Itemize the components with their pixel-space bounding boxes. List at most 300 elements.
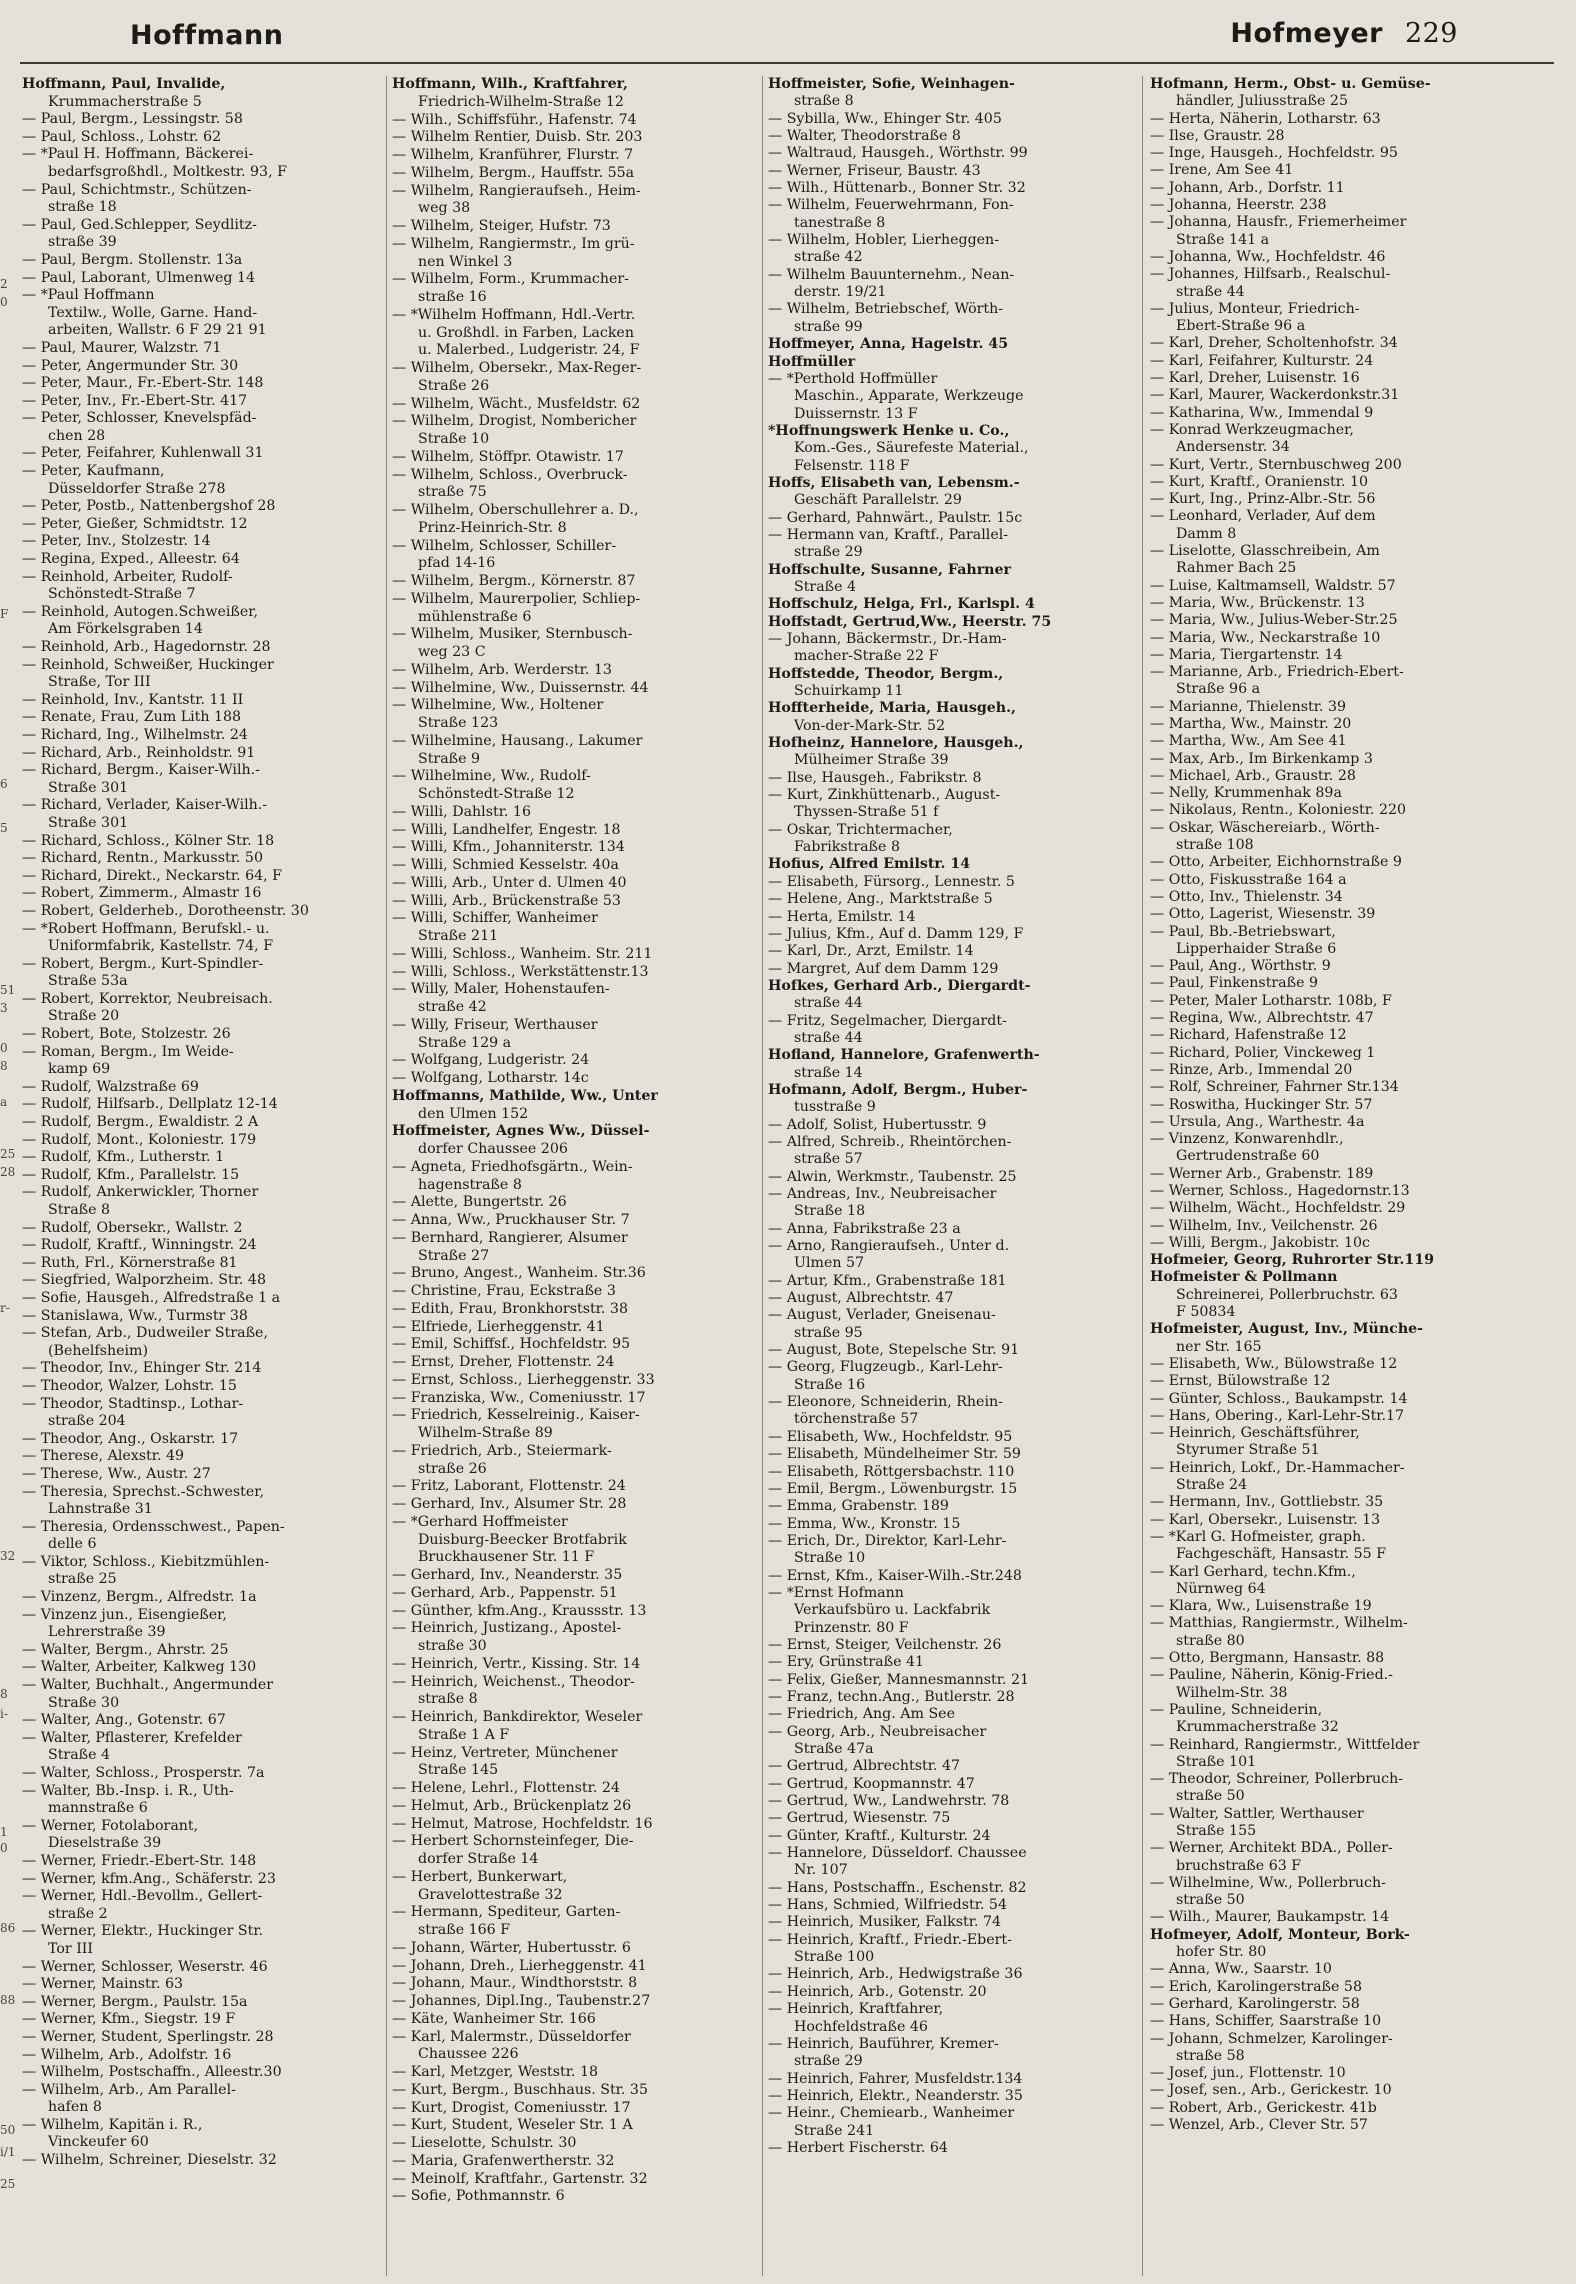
directory-entry-line: hagenstraße 8: [418, 1176, 522, 1193]
directory-entry-line: — Wilhelm, Form., Krummacher-: [392, 271, 629, 288]
directory-entry-line: Hoffmanns, Mathilde, Ww., Unter: [392, 1087, 658, 1104]
directory-entry-line: Hoffmeister, Sofie, Weinhagen-: [768, 76, 1015, 92]
directory-entry-line: — Maria, Grafenwertherstr. 32: [392, 2152, 615, 2169]
directory-entry-line: u. Großhdl. in Farben, Lacken: [418, 324, 634, 341]
directory-entry-line: — Pauline, Näherin, König-Fried.-: [1150, 1667, 1393, 1684]
directory-entry-line: — Edith, Frau, Bronkhorststr. 38: [392, 1300, 628, 1317]
directory-entry-line: straße 44: [794, 1029, 863, 1046]
directory-entry-line: — Karl, Metzger, Weststr. 18: [392, 2064, 598, 2080]
directory-entry-line: — Robert, Bergm., Kurt-Spindler-: [22, 955, 264, 972]
directory-entry-line: — Heinrich, Arb., Gotenstr. 20: [768, 1983, 987, 2000]
directory-entry-line: — Georg, Flugzeugb., Karl-Lehr-: [768, 1359, 1003, 1376]
directory-entry-line: — Felix, Gießer, Mannesmannstr. 21: [768, 1671, 1030, 1688]
directory-entry-line: — Erich, Dr., Direktor, Karl-Lehr-: [768, 1532, 1007, 1549]
directory-entry-line: — Wilhelmine, Ww., Duissernstr. 44: [392, 679, 649, 696]
directory-entry-line: Straße 8: [48, 1202, 111, 1218]
directory-entry-line: — Käte, Wanheimer Str. 166: [392, 2010, 596, 2027]
directory-column-3: [768, 76, 1138, 2276]
directory-entry-line: — Richard, Verlader, Kaiser-Wilh.-: [22, 797, 268, 814]
directory-entry-line: — Vinzenz, Bergm., Alfredstr. 1a: [22, 1589, 257, 1606]
directory-entry-line: — Werner, Elektr., Huckinger Str.: [22, 1923, 264, 1940]
directory-entry-line: Straße 4: [48, 1747, 111, 1764]
directory-entry-line: — Werner, Architekt BDA., Poller-: [1150, 1840, 1393, 1857]
directory-entry-line: Nürnweg 64: [1176, 1580, 1266, 1597]
directory-entry-line: — Therese, Ww., Austr. 27: [22, 1465, 211, 1482]
directory-entry-line: — Werner, Schloss., Hagedornstr.13: [1150, 1183, 1410, 1199]
directory-entry-line: — Hans, Schiffer, Saarstraße 10: [1150, 2013, 1382, 2030]
directory-entry-line: — August, Bote, Stepelsche Str. 91: [768, 1342, 1020, 1359]
directory-entry-line: — Werner, Fotolaborant,: [22, 1817, 199, 1834]
directory-entry-line: — Kurt, Student, Weseler Str. 1 A: [392, 2117, 633, 2134]
directory-entry-line: — Karl, Feifahrer, Kulturstr. 24: [1150, 352, 1374, 369]
directory-entry-line: — Arno, Rangieraufseh., Unter d.: [768, 1238, 1010, 1255]
directory-entry-line: — Elisabeth, Ww., Bülowstraße 12: [1150, 1355, 1398, 1372]
directory-entry-line: u. Malerbed., Ludgeristr. 24, F: [418, 342, 640, 359]
directory-entry-line: — Paul, Laborant, Ulmenweg 14: [22, 269, 256, 286]
directory-entry-line: — Reinhold, Arbeiter, Rudolf-: [22, 568, 233, 585]
directory-entry-line: — Otto, Fiskusstraße 164 a: [1150, 871, 1347, 888]
directory-entry-line: — Karl, Dreher, Scholtenhofstr. 34: [1150, 335, 1398, 352]
directory-entry-line: straße 42: [794, 249, 863, 266]
directory-entry-line: — Otto, Lagerist, Wiesenstr. 39: [1150, 906, 1376, 923]
directory-entry-line: — Eleonore, Schneiderin, Rhein-: [768, 1394, 1003, 1411]
header-rule: [20, 62, 1554, 64]
directory-entry-line: — Walter, Schloss., Prosperstr. 7a: [22, 1765, 265, 1781]
directory-entry-line: Straße 27: [418, 1247, 490, 1264]
directory-entry-line: Hoffmeyer, Anna, Hagelstr. 45: [768, 336, 1009, 353]
directory-entry-line: — Wilhelm, Bergm., Hauffstr. 55a: [392, 164, 635, 181]
directory-entry-line: *Hoffnungswerk Henke u. Co.,: [768, 422, 1010, 439]
directory-entry-line: — Emil, Bergm., Löwenburgstr. 15: [768, 1480, 1018, 1497]
directory-entry-line: — Friedrich, Ang. Am See: [768, 1706, 955, 1723]
directory-entry-line: — Wilhelm, Stöffpr. Otawistr. 17: [392, 448, 624, 465]
directory-entry-line: — Wilhelm, Drogist, Nombericher: [392, 413, 637, 430]
directory-entry-line: Straße 10: [794, 1550, 866, 1567]
directory-entry-line: — Heinrich, Elektr., Neanderstr. 35: [768, 2087, 1023, 2104]
directory-entry-line: — Heinrich, Musiker, Falkstr. 74: [768, 1914, 1002, 1931]
directory-entry-line: tusstraße 9: [794, 1099, 876, 1116]
directory-entry-line: — Ernst, Bülowstraße 12: [1150, 1373, 1331, 1390]
directory-entry-line: — Wilhelm Rentier, Duisb. Str. 203: [392, 129, 643, 146]
directory-entry-line: — Oskar, Trichtermacher,: [768, 821, 953, 838]
margin-fragment: 0: [0, 295, 8, 309]
directory-entry-line: — Hermann, Spediteur, Garten-: [392, 1904, 621, 1921]
directory-entry-line: Friedrich-Wilhelm-Straße 12: [418, 93, 624, 110]
directory-entry-line: — Werner, Student, Sperlingstr. 28: [22, 2028, 274, 2045]
directory-entry-line: — Elisabeth, Fürsorg., Lennestr. 5: [768, 873, 1015, 890]
directory-entry-line: — Theodor, Walzer, Lohstr. 15: [22, 1377, 237, 1394]
directory-entry-line: — Elisabeth, Röttgersbachstr. 110: [768, 1463, 1015, 1480]
directory-entry-line: Hofmann, Herm., Obst- u. Gemüse-: [1150, 76, 1431, 92]
directory-entry-line: Straße 129 a: [418, 1034, 512, 1051]
directory-entry-line: Straße 10: [418, 431, 490, 447]
directory-entry-line: Von-der-Mark-Str. 52: [794, 717, 946, 734]
directory-entry-line: — Gerhard, Inv., Alsumer Str. 28: [392, 1496, 627, 1512]
directory-entry-line: Hoffterheide, Maria, Hausgeh.,: [768, 700, 1016, 717]
directory-entry-line: Hofmeier, Georg, Ruhrorter Str.119: [1150, 1252, 1434, 1269]
directory-entry-line: — Heinrich, Vertr., Kissing. Str. 14: [392, 1655, 641, 1672]
directory-entry-line: Hoffschulz, Helga, Frl., Karlspl. 4: [768, 596, 1035, 613]
directory-entry-line: — Herbert Schornsteinfeger, Die-: [392, 1833, 634, 1850]
directory-entry-line: straße 57: [794, 1151, 863, 1168]
directory-entry-line: — Christine, Frau, Eckstraße 3: [392, 1283, 616, 1299]
directory-entry-line: — Paul, Finkenstraße 9: [1150, 975, 1319, 992]
directory-entry-line: Straße 24: [1176, 1477, 1248, 1494]
directory-entry-line: — Wilhelm, Rangiermstr., Im grü-: [392, 235, 635, 252]
running-head-right: [1230, 18, 1458, 49]
directory-entry-line: straße 108: [1176, 837, 1254, 854]
directory-entry-line: delle 6: [48, 1536, 97, 1553]
margin-fragment: 50: [0, 2123, 16, 2137]
directory-entry-line: Lahnstraße 31: [48, 1501, 153, 1518]
directory-entry-line: — Walter, Bergm., Ahrstr. 25: [22, 1641, 229, 1658]
margin-fragment: 0: [0, 1841, 8, 1855]
left-margin-fragments: [0, 76, 16, 2276]
directory-entry-line: — Rudolf, Ankerwickler, Thorner: [22, 1184, 259, 1201]
directory-entry-line: — Nikolaus, Rentn., Koloniestr. 220: [1150, 802, 1407, 819]
directory-entry-line: F 50834: [1176, 1304, 1236, 1321]
directory-entry-line: — Paul, Schloss., Lohstr. 62: [22, 128, 222, 145]
margin-fragment: 28: [0, 1165, 16, 1179]
directory-entry-line: Hoffmüller: [768, 353, 856, 370]
directory-entry-line: — Erich, Karolingerstraße 58: [1150, 1978, 1362, 1995]
directory-entry-line: — Wilhelm, Musiker, Sternbusch-: [392, 626, 633, 643]
directory-entry-line: Hoffschulte, Susanne, Fahrner: [768, 561, 1011, 578]
directory-entry-line: — Elisabeth, Mündelheimer Str. 59: [768, 1446, 1021, 1463]
margin-fragment: i-: [0, 1707, 8, 1721]
directory-entry-line: Vinckeufer 60: [48, 2134, 149, 2151]
directory-entry-line: — Max, Arb., Im Birkenkamp 3: [1150, 750, 1373, 767]
directory-entry-line: — Rudolf, Walzstraße 69: [22, 1078, 199, 1095]
directory-entry-line: — Friedrich, Arb., Steiermark-: [392, 1442, 612, 1459]
directory-entry-line: — Heinz, Vertreter, Münchener: [392, 1744, 618, 1761]
directory-entry-line: chen 28: [48, 427, 106, 444]
directory-entry-line: — Konrad Werkzeugmacher,: [1150, 421, 1354, 438]
directory-entry-line: — Adolf, Solist, Hubertusstr. 9: [768, 1116, 987, 1133]
directory-entry-line: — Walter, Buchhalt., Angermunder: [22, 1677, 274, 1694]
directory-entry-line: — Robert, Korrektor, Neubreisach.: [22, 990, 273, 1007]
directory-entry-line: — Werner, Bergm., Paulstr. 15a: [22, 1993, 248, 2010]
directory-entry-line: — Wilhelm, Wächt., Musfeldstr. 62: [392, 395, 641, 412]
directory-entry-line: — Walter, Theodorstraße 8: [768, 128, 961, 145]
directory-entry-line: törchenstraße 57: [794, 1411, 919, 1428]
directory-entry-line: bedarfsgroßhdl., Moltkestr. 93, F: [48, 163, 287, 180]
directory-entry-line: — Vinzenz jun., Eisengießer,: [22, 1606, 227, 1623]
directory-entry-line: — Peter, Angermunder Str. 30: [22, 357, 239, 374]
directory-entry-line: — Therese, Alexstr. 49: [22, 1448, 185, 1465]
directory-entry-line: Duissernstr. 13 F: [794, 405, 918, 422]
directory-entry-line: — Hans, Obering., Karl-Lehr-Str.17: [1150, 1407, 1405, 1424]
directory-entry-line: — Nelly, Krummenhak 89a: [1150, 785, 1342, 802]
directory-entry-line: — Richard, Schloss., Kölner Str. 18: [22, 832, 275, 849]
directory-entry-line: — Reinhold, Arb., Hagedornstr. 28: [22, 639, 271, 655]
directory-entry-line: — Peter, Kaufmann,: [22, 463, 165, 480]
directory-entry-line: — Rudolf, Obersekr., Wallstr. 2: [22, 1219, 243, 1236]
directory-entry-line: macher-Straße 22 F: [794, 648, 939, 665]
directory-entry-line: Straße 1 A F: [418, 1726, 510, 1743]
directory-entry-line: — Inge, Hausgeh., Hochfeldstr. 95: [1150, 145, 1398, 162]
directory-entry-line: — Georg, Arb., Neubreisacher: [768, 1723, 987, 1740]
margin-fragment: i/1: [0, 2145, 16, 2159]
directory-entry-line: — Elfriede, Lierheggenstr. 41: [392, 1318, 605, 1335]
directory-entry-line: — August, Albrechtstr. 47: [768, 1290, 954, 1307]
directory-entry-line: mannstraße 6: [48, 1800, 148, 1817]
directory-entry-line: — *Ernst Hofmann: [768, 1584, 904, 1601]
directory-entry-line: — Sybilla, Ww., Ehinger Str. 405: [768, 110, 1002, 127]
margin-fragment: 2: [0, 277, 8, 291]
directory-entry-line: — Anna, Ww., Pruckhauser Str. 7: [392, 1212, 630, 1228]
directory-entry-line: — Wilhelmine, Ww., Pollerbruch-: [1150, 1874, 1386, 1891]
directory-entry-line: Straße 47a: [794, 1741, 874, 1757]
directory-entry-line: — Wilhelm, Arb., Adolfstr. 16: [22, 2046, 232, 2063]
directory-entry-line: — Richard, Hafenstraße 12: [1150, 1027, 1347, 1044]
directory-column-2: [392, 76, 758, 2276]
directory-entry-line: — Heinrich, Lokf., Dr.-Hammacher-: [1150, 1459, 1405, 1476]
directory-entry-line: — Günther, kfm.Ang., Kraussstr. 13: [392, 1602, 647, 1619]
directory-entry-line: — Peter, Inv., Stolzestr. 14: [22, 533, 211, 550]
directory-entry-line: — Wilhelm Bauunternehm., Nean-: [768, 266, 1015, 283]
directory-entry-line: — Günter, Kraftf., Kulturstr. 24: [768, 1827, 991, 1844]
directory-entry-line: Gravelottestraße 32: [418, 1886, 563, 1903]
directory-entry-line: — Julius, Kfm., Auf d. Damm 129, F: [768, 925, 1024, 942]
directory-entry-line: — Stefan, Arb., Dudweiler Straße,: [22, 1325, 268, 1342]
directory-entry-line: — Lieselotte, Schulstr. 30: [392, 2135, 577, 2151]
directory-entry-line: — Wilhelm, Hobler, Lierheggen-: [768, 232, 999, 249]
directory-entry-line: Straße 301: [48, 779, 129, 796]
directory-entry-line: Schuirkamp 11: [794, 683, 904, 700]
directory-entry-line: — Stanislawa, Ww., Turmstr 38: [22, 1307, 248, 1324]
directory-entry-line: — Ilse, Hausgeh., Fabrikstr. 8: [768, 769, 982, 786]
directory-entry-line: — Viktor, Schloss., Kiebitzmühlen-: [22, 1553, 270, 1570]
directory-entry-line: — Theresia, Sprechst.-Schwester,: [22, 1483, 264, 1500]
directory-entry-line: Gertrudenstraße 60: [1176, 1148, 1320, 1165]
directory-entry-line: — Heinrich, Justizang., Apostel-: [392, 1620, 622, 1637]
directory-entry-line: Lehrerstraße 39: [48, 1624, 166, 1641]
directory-entry-line: Straße 241: [794, 2122, 875, 2139]
directory-entry-line: straße 99: [794, 318, 863, 335]
directory-entry-line: Straße 30: [48, 1694, 120, 1711]
directory-entry-line: straße 80: [1176, 1632, 1245, 1649]
directory-entry-line: Dieselstraße 39: [48, 1835, 162, 1852]
directory-entry-line: Tor III: [48, 1940, 94, 1957]
directory-entry-line: Damm 8: [1176, 525, 1237, 542]
directory-entry-line: — Michael, Arb., Graustr. 28: [1150, 767, 1356, 784]
directory-entry-line: Hofmeyer, Adolf, Monteur, Bork-: [1150, 1926, 1410, 1943]
directory-entry-line: Hoffs, Elisabeth van, Lebensm.-: [768, 474, 1020, 491]
directory-entry-line: — Martha, Ww., Mainstr. 20: [1150, 715, 1352, 732]
directory-entry-line: — Wilhelm, Kapitän i. R.,: [22, 2116, 203, 2133]
directory-entry-line: Straße 101: [1176, 1753, 1257, 1770]
directory-entry-line: — Johanna, Ww., Hochfeldstr. 46: [1150, 248, 1386, 265]
directory-entry-line: — Willi, Kfm., Johanniterstr. 134: [392, 839, 625, 856]
directory-entry-line: — Willi, Dahlstr. 16: [392, 803, 531, 820]
directory-entry-line: Prinz-Heinrich-Str. 8: [418, 519, 567, 536]
directory-entry-line: Kom.-Ges., Säurefeste Material.,: [794, 440, 1029, 457]
margin-fragment: 6: [0, 777, 8, 791]
directory-entry-line: — Emil, Schiffsf., Hochfeldstr. 95: [392, 1336, 631, 1353]
directory-entry-line: — Willi, Bergm., Jakobistr. 10c: [1150, 1234, 1370, 1251]
directory-entry-line: Bruckhausener Str. 11 F: [418, 1549, 595, 1566]
directory-entry-line: derstr. 19/21: [794, 284, 887, 301]
directory-entry-line: — Karl, Malermstr., Düsseldorfer: [392, 2028, 631, 2045]
directory-entry-line: — Wilhelmine, Hausang., Lakumer: [392, 732, 643, 749]
directory-entry-line: — *Paul Hoffmann: [22, 287, 155, 304]
directory-entry-line: — Herta, Näherin, Lotharstr. 63: [1150, 110, 1381, 127]
directory-entry-line: — Wilhelm, Schloss., Overbruck-: [392, 466, 628, 483]
directory-entry-line: — Reinhold, Schweißer, Huckinger: [22, 656, 274, 673]
directory-entry-line: — Reinhold, Autogen.Schweißer,: [22, 603, 259, 620]
margin-fragment: 88: [0, 1993, 16, 2007]
directory-entry-line: — Heinr., Chemiearb., Wanheimer: [768, 2105, 1015, 2122]
directory-entry-line: — Waltraud, Hausgeh., Wörthstr. 99: [768, 145, 1028, 162]
directory-entry-line: straße 29: [794, 544, 863, 561]
directory-entry-line: ner Str. 165: [1176, 1338, 1262, 1355]
directory-entry-line: — Sofie, Hausgeh., Alfredstraße 1 a: [22, 1289, 281, 1306]
directory-entry-line: — Katharina, Ww., Immendal 9: [1150, 404, 1374, 421]
directory-entry-line: dorfer Chaussee 206: [418, 1141, 568, 1157]
directory-entry-line: — Peter, Inv., Fr.-Ebert-Str. 417: [22, 392, 248, 409]
directory-entry-line: — Wilhelmine, Ww., Holtener: [392, 697, 604, 714]
directory-entry-line: — Wilhelm, Rangieraufseh., Heim-: [392, 182, 641, 199]
directory-entry-line: Hofkes, Gerhard Arb., Diergardt-: [768, 977, 1031, 994]
directory-entry-line: straße 44: [794, 995, 863, 1012]
directory-entry-line: — Wilhelm, Feuerwehrmann, Fon-: [768, 197, 1014, 214]
directory-entry-line: Verkaufsbüro u. Lackfabrik: [794, 1602, 991, 1619]
directory-entry-line: — Alette, Bungertstr. 26: [392, 1194, 567, 1211]
directory-entry-line: Straße 211: [418, 928, 499, 944]
directory-entry-line: — Johann, Wärter, Hubertusstr. 6: [392, 1939, 631, 1956]
directory-entry-line: — Wilhelmine, Ww., Rudolf-: [392, 768, 591, 785]
directory-entry-line: — Kurt, Drogist, Comeniusstr. 17: [392, 2099, 631, 2116]
directory-entry-line: — Wilhelm, Schlosser, Schiller-: [392, 537, 617, 554]
directory-entry-line: — Otto, Inv., Thielenstr. 34: [1150, 888, 1343, 905]
directory-entry-line: — Theodor, Inv., Ehinger Str. 214: [22, 1360, 262, 1377]
directory-entry-line: Hoffstadt, Gertrud,Ww., Heerstr. 75: [768, 613, 1052, 630]
directory-entry-line: — Maria, Ww., Neckarstraße 10: [1150, 629, 1381, 646]
directory-entry-line: — Karl, Dreher, Luisenstr. 16: [1150, 370, 1360, 387]
margin-fragment: a: [0, 1095, 8, 1109]
directory-entry-line: straße 50: [1176, 1892, 1245, 1909]
directory-entry-line: straße 16: [418, 289, 487, 305]
directory-entry-line: — Gertrud, Koopmannstr. 47: [768, 1775, 975, 1792]
directory-entry-line: — Wolfgang, Lotharstr. 14c: [392, 1070, 589, 1086]
directory-entry-line: Duisburg-Beecker Brotfabrik: [418, 1531, 627, 1548]
directory-entry-line: — Ruth, Frl., Körnerstraße 81: [22, 1254, 238, 1271]
directory-entry-line: — Heinrich, Kraftf., Friedr.-Ebert-: [768, 1931, 1012, 1948]
directory-entry-line: — Wolfgang, Ludgeristr. 24: [392, 1052, 590, 1069]
directory-entry-line: — Wilhelm, Bergm., Körnerstr. 87: [392, 573, 636, 589]
directory-entry-line: — Helene, Ang., Marktstraße 5: [768, 891, 993, 908]
directory-entry-line: Uniformfabrik, Kastellstr. 74, F: [48, 938, 274, 955]
directory-entry-line: — Johann, Bäckermstr., Dr.-Ham-: [768, 631, 1007, 647]
directory-entry-line: — Maria, Ww., Brückenstr. 13: [1150, 594, 1365, 611]
directory-entry-line: straße 2: [48, 1905, 108, 1922]
directory-entry-line: — Agneta, Friedhofsgärtn., Wein-: [392, 1158, 633, 1175]
directory-entry-line: — Vinzenz, Konwarenhdlr.,: [1150, 1131, 1344, 1148]
directory-entry-line: arbeiten, Wallstr. 6 F 29 21 91: [48, 322, 267, 339]
directory-entry-line: — Werner, Kfm., Siegstr. 19 F: [22, 2011, 236, 2028]
directory-entry-line: — *Paul H. Hoffmann, Bäckerei-: [22, 146, 254, 163]
directory-entry-line: — Richard, Rentn., Markusstr. 50: [22, 850, 263, 867]
directory-entry-line: — Oskar, Wäschereiarb., Wörth-: [1150, 819, 1380, 836]
directory-entry-line: Straße 9: [418, 750, 481, 767]
directory-entry-line: Krummacherstraße 32: [1176, 1719, 1339, 1736]
directory-entry-line: — Meinolf, Kraftfahr., Gartenstr. 32: [392, 2170, 648, 2187]
column-divider: [386, 76, 387, 2276]
directory-entry-line: Hofmeister, August, Inv., Münche-: [1150, 1321, 1424, 1338]
directory-entry-line: — Werner, Hdl.-Bevollm., Gellert-: [22, 1888, 263, 1905]
directory-entry-line: — Theodor, Stadtinsp., Lothar-: [22, 1395, 244, 1412]
directory-entry-line: — Anna, Ww., Saarstr. 10: [1150, 1961, 1332, 1978]
directory-entry-line: — Alwin, Werkmstr., Taubenstr. 25: [768, 1168, 1017, 1185]
directory-entry-line: straße 75: [418, 484, 487, 501]
directory-entry-line: — Paul, Ang., Wörthstr. 9: [1150, 958, 1331, 975]
directory-entry-line: — Fritz, Laborant, Flottenstr. 24: [392, 1478, 626, 1495]
directory-entry-line: — Rudolf, Mont., Koloniestr. 179: [22, 1131, 257, 1148]
directory-entry-line: — Willi, Schmied Kesselstr. 40a: [392, 857, 619, 873]
directory-entry-line: — Paul, Ged.Schlepper, Seydlitz-: [22, 216, 257, 233]
margin-fragment: 5: [0, 821, 8, 835]
directory-entry-line: — Richard, Ing., Wilhelmstr. 24: [22, 726, 248, 743]
directory-entry-line: straße 26: [418, 1460, 487, 1477]
directory-entry-line: — Theodor, Schreiner, Pollerbruch-: [1150, 1771, 1404, 1788]
directory-entry-line: — Gertrud, Ww., Landwehrstr. 78: [768, 1793, 1010, 1810]
directory-entry-line: Andersenstr. 34: [1176, 439, 1290, 456]
directory-entry-line: — Helene, Lehrl., Flottenstr. 24: [392, 1780, 620, 1796]
directory-entry-line: — Werner, Friseur, Baustr. 43: [768, 162, 981, 179]
margin-fragment: F: [0, 607, 9, 621]
directory-entry-line: — Johann, Maur., Windthorststr. 8: [392, 1975, 638, 1992]
directory-entry-line: — Werner, Schlosser, Weserstr. 46: [22, 1958, 268, 1975]
directory-entry-line: den Ulmen 152: [418, 1105, 529, 1122]
directory-entry-line: — Wilhelm, Arb., Am Parallel-: [22, 2081, 236, 2098]
directory-entry-line: — Paul, Bergm. Stollenstr. 13a: [22, 251, 243, 268]
directory-entry-line: — Walter, Ang., Gotenstr. 67: [22, 1712, 226, 1729]
directory-entry-line: Straße 145: [418, 1762, 499, 1779]
directory-entry-line: — Reinhold, Inv., Kantstr. 11 II: [22, 691, 244, 708]
directory-entry-line: Hoffmann, Paul, Invalide,: [22, 76, 226, 92]
directory-entry-line: — Reinhard, Rangiermstr., Wittfelder: [1150, 1736, 1420, 1753]
directory-entry-line: Maschin., Apparate, Werkzeuge: [794, 388, 1024, 405]
directory-entry-line: Hofmeister & Pollmann: [1150, 1269, 1338, 1286]
directory-entry-line: kamp 69: [48, 1061, 111, 1078]
directory-entry-line: Straße 155: [1176, 1822, 1257, 1839]
directory-entry-line: — Ernst, Dreher, Flottenstr. 24: [392, 1354, 615, 1370]
directory-entry-line: Krummacherstraße 5: [48, 93, 202, 110]
directory-entry-line: straße 58: [1176, 2047, 1245, 2064]
directory-entry-line: — Wilhelm, Postschaffn., Alleestr.30: [22, 2064, 282, 2081]
directory-entry-line: — Emma, Ww., Kronstr. 15: [768, 1515, 961, 1532]
directory-entry-line: — Andreas, Inv., Neubreisacher: [768, 1186, 997, 1202]
directory-entry-line: — Wilh., Maurer, Baukampstr. 14: [1150, 1909, 1390, 1926]
directory-entry-line: — Rudolf, Kfm., Lutherstr. 1: [22, 1149, 225, 1166]
directory-entry-line: — Herbert, Bunkerwart,: [392, 1868, 568, 1885]
directory-entry-line: — Johann, Arb., Dorfstr. 11: [1150, 179, 1345, 196]
margin-fragment: 0: [0, 1041, 8, 1055]
directory-entry-line: — Josef, jun., Flottenstr. 10: [1150, 2065, 1346, 2082]
margin-fragment: 1: [0, 1825, 8, 1839]
directory-entry-line: — Maria, Tiergartenstr. 14: [1150, 646, 1343, 663]
directory-entry-line: — Marianne, Arb., Friedrich-Ebert-: [1150, 664, 1404, 681]
directory-entry-line: Straße 301: [48, 814, 129, 831]
directory-entry-line: mühlenstraße 6: [418, 608, 532, 625]
directory-entry-line: Schönstedt-Straße 7: [48, 586, 196, 603]
directory-entry-line: — Marianne, Thielenstr. 39: [1150, 698, 1347, 715]
directory-entry-line: — Peter, Gießer, Schmidtstr. 12: [22, 515, 248, 532]
directory-entry-line: — Heinrich, Weichenst., Theodor-: [392, 1673, 635, 1690]
directory-entry-line: — Artur, Kfm., Grabenstraße 181: [768, 1272, 1007, 1289]
directory-entry-line: straße 204: [48, 1413, 126, 1430]
